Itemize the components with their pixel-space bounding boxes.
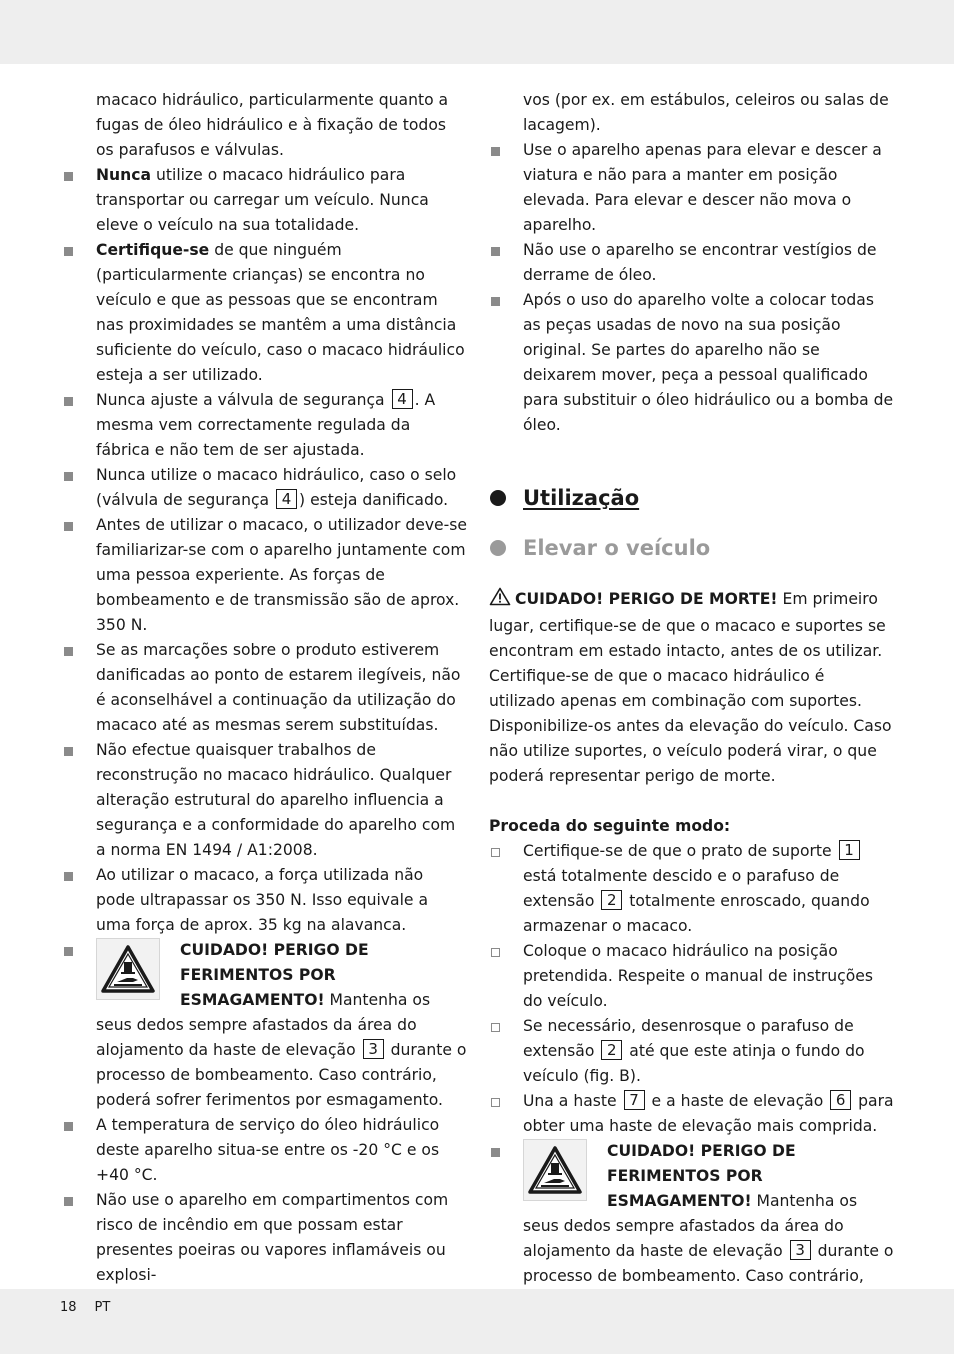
list-item: Não efectue quaisquer trabalhos de reconstrução no macaco hidráulico. Qualquer alteração estrutural do aparelho influencia a segurança e a conformidade do aparelho com a norma EN 1494 / A1:2008.	[62, 738, 467, 863]
hollow-square-icon	[491, 1023, 500, 1032]
square-bullet-icon	[64, 947, 73, 956]
list-item: Ao utilizar o macaco, a força utilizada não pode ultrapassar os 350 N. Isso equivale a uma força de aprox. 35 kg na alavanca.	[62, 863, 467, 938]
square-bullet-icon	[64, 172, 73, 181]
part-reference: 2	[601, 1040, 622, 1060]
bullet-dot-icon	[490, 540, 506, 556]
square-bullet-icon	[64, 247, 73, 256]
subsection-heading: Elevar o veículo	[489, 534, 894, 562]
part-reference: 6	[830, 1090, 851, 1110]
square-bullet-icon	[491, 247, 500, 256]
crush-warning: CUIDADO! PERIGO DE FERIMENTOS POR ESMAGAMENTO! Mantenha os seus dedos sempre afastados da área do alojamento da haste de elevação 3 durante o processo de bombeamento. Caso contrário,	[489, 1139, 894, 1314]
warning-triangle-icon	[489, 587, 511, 614]
list-item: A temperatura de serviço do óleo hidráulico deste aparelho situa-se entre os -20 °C e os +40 °C.	[62, 1113, 467, 1188]
step-item: Una a haste 7 e a haste de elevação 6 para obter uma haste de elevação mais comprida.	[489, 1089, 894, 1139]
hollow-square-icon	[491, 948, 500, 957]
list-item: Use o aparelho apenas para elevar e descer a viatura e não para a manter em posição elevada. Para elevar e descer não mova o aparelho.	[489, 138, 894, 238]
square-bullet-icon	[491, 297, 500, 306]
hollow-square-icon	[491, 1098, 500, 1107]
language-code: PT	[94, 1300, 111, 1315]
step-item: Coloque o macaco hidráulico na posição pretendida. Respeite o manual de instruções do veículo.	[489, 939, 894, 1014]
continued-paragraph: vos (por ex. em estábulos, celeiros ou salas de lacagem).	[523, 91, 889, 134]
right-column	[489, 88, 894, 1314]
part-reference: 3	[790, 1240, 811, 1260]
crush-warning: CUIDADO! PERIGO DE FERIMENTOS POR ESMAGAMENTO! Mantenha os seus dedos sempre afastados da área do alojamento da haste de elevação 3 durante o processo de bombeamento. Caso contrário, poderá sofrer ferimentos por esmagamento.	[62, 938, 467, 1113]
list-item: Não use o aparelho se encontrar vestígios de derrame de óleo.	[489, 238, 894, 288]
page-footer-band	[0, 1289, 954, 1354]
step-item: Se necessário, desenrosque o parafuso de extensão 2 até que este atinja o fundo do veículo (fig. B).	[489, 1014, 894, 1089]
square-bullet-icon	[64, 747, 73, 756]
list-item: Antes de utilizar o macaco, o utilizador deve-se familiarizar-se com o aparelho juntamente com uma pessoa experiente. As forças de bombeamento e de transmissão são de aprox. 350 N.	[62, 513, 467, 638]
square-bullet-icon	[64, 472, 73, 481]
hollow-square-icon	[491, 848, 500, 857]
part-reference: 2	[601, 890, 622, 910]
page-header-band	[0, 0, 954, 64]
list-item: Nunca utilize o macaco hidráulico para transportar ou carregar um veículo. Nunca eleve o veículo na sua totalidade.	[62, 163, 467, 238]
part-reference: 4	[276, 489, 297, 509]
square-bullet-icon	[64, 872, 73, 881]
section-heading: Utilização	[489, 484, 894, 512]
list-item: Certifique-se de que ninguém (particularmente crianças) se encontra no veículo e que as pessoas que se encontram nas proximidades se mantêm a uma distância suficiente do veículo, caso o macaco hidráulico esteja a ser utilizado.	[62, 238, 467, 388]
list-item: Nunca ajuste a válvula de segurança 4 . A mesma vem correctamente regulada da fábrica e não tem de ser ajustada.	[62, 388, 467, 463]
left-column	[62, 88, 467, 1288]
danger-paragraph: CUIDADO! PERIGO DE MORTE! Em primeiro lugar, certifique-se de que o macaco e suportes se encontram em estado intacto, antes de os utilizar. Certifique-se de que o macaco hidráulico é utilizado apenas em combinação com suportes. Disponibilize-os antes da elevação do veículo. Caso não utilize suportes, o veículo poderá virar, o que poderá representar perigo de morte.	[489, 587, 894, 789]
step-item: Certifique-se de que o prato de suporte 1 está totalmente descido e o parafuso de extensão 2 totalmente enroscado, quando armazenar o macaco.	[489, 839, 894, 939]
part-reference: 4	[392, 389, 413, 409]
list-item: Nunca utilize o macaco hidráulico, caso o selo (válvula de segurança 4 ) esteja danificado.	[62, 463, 467, 513]
part-reference: 1	[839, 840, 860, 860]
square-bullet-icon	[64, 1197, 73, 1206]
crush-hazard-icon	[96, 938, 160, 1000]
square-bullet-icon	[64, 647, 73, 656]
continued-paragraph: macaco hidráulico, particularmente quanto a fugas de óleo hidráulico e à fixação de todos os parafusos e válvulas.	[96, 91, 449, 159]
bullet-dot-icon	[490, 490, 506, 506]
part-reference: 3	[363, 1039, 384, 1059]
page-number: 18	[60, 1300, 77, 1315]
part-reference: 7	[624, 1090, 645, 1110]
list-item: Após o uso do aparelho volte a colocar todas as peças usadas de novo na sua posição original. Se partes do aparelho não se deixarem mover, peça a pessoal qualificado para substituir o óleo hidráulico ou a bomba de óleo.	[489, 288, 894, 438]
list-item: Não use o aparelho em compartimentos com risco de incêndio em que possam estar presentes poeiras ou vapores inflamáveis ou explosi-	[62, 1188, 467, 1288]
square-bullet-icon	[491, 1148, 500, 1157]
square-bullet-icon	[64, 397, 73, 406]
list-item: Se as marcações sobre o produto estiverem danificadas ao ponto de estarem ilegíveis, não é aconselhável a continuação da utilização do macaco até as mesmas serem substituídas.	[62, 638, 467, 738]
square-bullet-icon	[64, 1122, 73, 1131]
square-bullet-icon	[64, 522, 73, 531]
crush-hazard-icon	[523, 1139, 587, 1201]
square-bullet-icon	[491, 147, 500, 156]
procedure-heading: Proceda do seguinte modo:	[489, 817, 731, 835]
page-footer	[60, 1300, 128, 1315]
